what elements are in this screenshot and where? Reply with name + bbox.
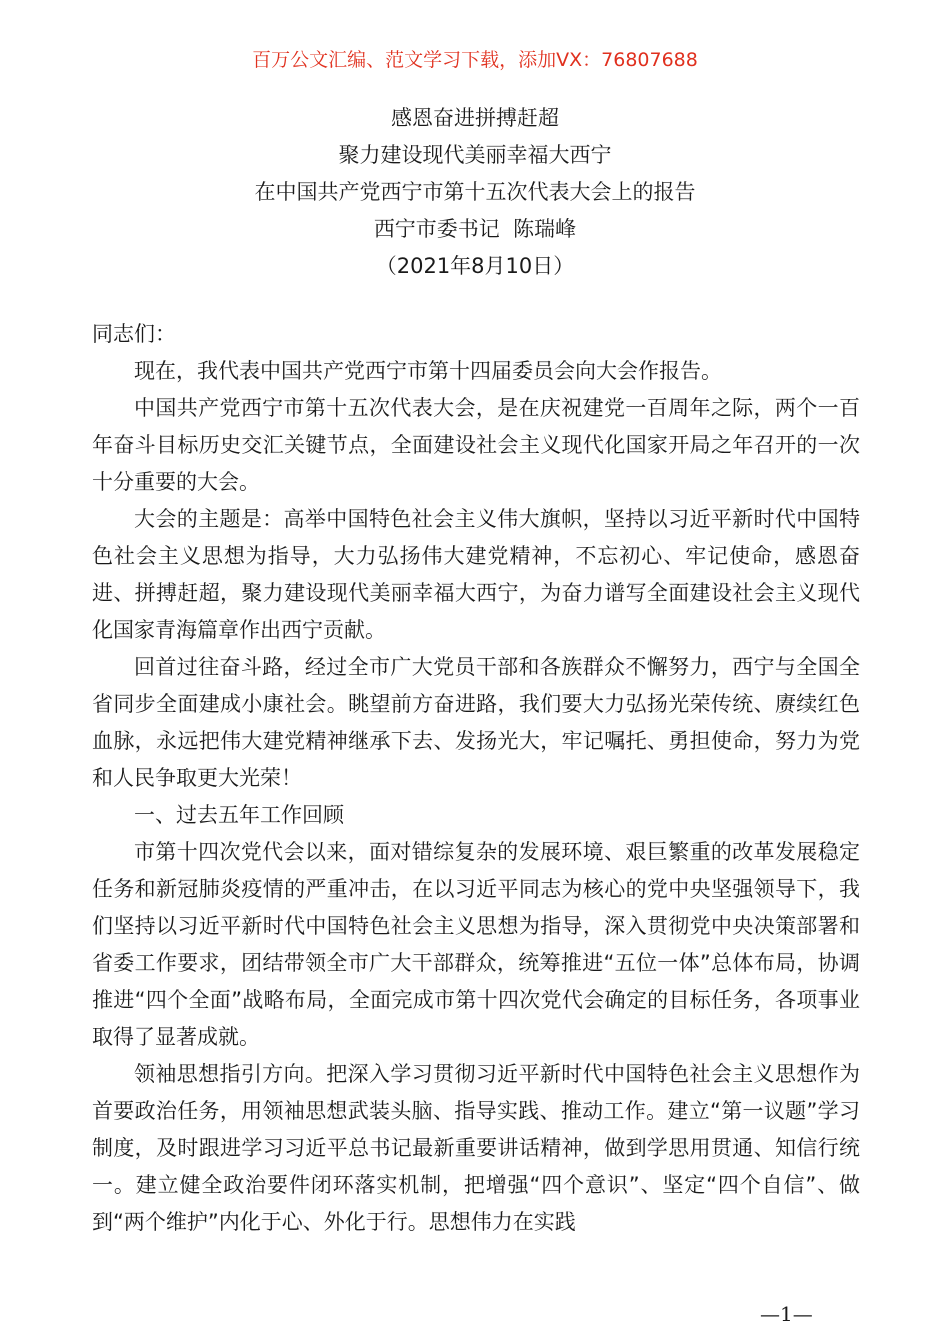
date-line: （2021年8月10日） — [375, 254, 575, 278]
page-number: —1— — [760, 1302, 813, 1326]
paragraph: 中国共产党西宁市第十五次代表大会，是在庆祝建党一百周年之际，两个一百年奋斗目标历史交汇关键节点，全面建设社会主义现代化国家开局之年召开的一次十分重要的大会。 — [92, 396, 860, 494]
title-line-1: 感恩奋进拼搏赶超 — [391, 106, 559, 130]
title-line-3: 在中国共产党西宁市第十五次代表大会上的报告 — [254, 180, 696, 204]
watermark-banner: 百万公文汇编、范文学习下载，添加VX：76807688 — [252, 49, 698, 71]
paragraph: 市第十四次党代会以来，面对错综复杂的发展环境、艰巨繁重的改革发展稳定任务和新冠肺炎疫情的严重冲击，在以习近平同志为核心的党中央坚强领导下，我们坚持以习近平新时代中国特色社会主义思想为指导，深入贯彻党中央决策部署和省委工作要求，团结带领全市广大干部群众，统筹推进“五位一体”总体布局，协调推进“四个全面”战略布局，全面完成市第十四次党代会确定的目标任务，各项事业取得了显著成就。 — [92, 840, 860, 1049]
report-title-block — [0, 100, 950, 285]
author-line: 西宁市委书记 陈瑞峰 — [373, 217, 577, 241]
paragraph: 回首过往奋斗路，经过全市广大党员干部和各族群众不懈努力，西宁与全国全省同步全面建成小康社会。眺望前方奋进路，我们要大力弘扬光荣传统、赓续红色血脉，永远把伟大建党精神继承下去、发扬光大，牢记嘱托、勇担使命，努力为党和人民争取更大光荣！ — [92, 655, 860, 790]
paragraph: 现在，我代表中国共产党西宁市第十四届委员会向大会作报告。 — [134, 359, 722, 383]
paragraph: 大会的主题是：高举中国特色社会主义伟大旗帜，坚持以习近平新时代中国特色社会主义思想为指导，大力弘扬伟大建党精神，不忘初心、牢记使命，感恩奋进、拼搏赶超，聚力建设现代美丽幸福大西宁，为奋力谱写全面建设社会主义现代化国家青海篇章作出西宁贡献。 — [92, 507, 860, 642]
salutation: 同志们： — [92, 322, 176, 346]
title-line-2: 聚力建设现代美丽幸福大西宁 — [338, 143, 612, 167]
report-body — [92, 316, 860, 1241]
section-heading: 一、过去五年工作回顾 — [134, 803, 344, 827]
paragraph: 领袖思想指引方向。把深入学习贯彻习近平新时代中国特色社会主义思想作为首要政治任务，用领袖思想武装头脑、指导实践、推动工作。建立“第一议题”学习制度，及时跟进学习习近平总书记最新重要讲话精神，做到学思用贯通、知信行统一。建立健全政治要件闭环落实机制，把增强“四个意识”、坚定“四个自信”、做到“两个维护”内化于心、外化于行。思想伟力在实践 — [92, 1062, 860, 1234]
